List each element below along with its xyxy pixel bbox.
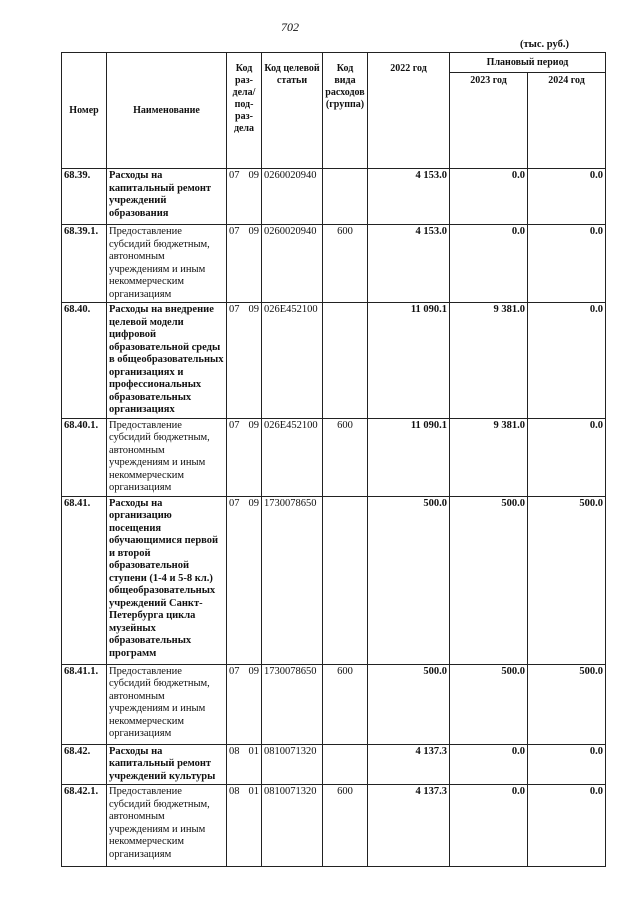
row-name: Расходы на внедрение целевой модели цифровой образовательной среды в общеобразовательных организациях и профессиональных образовательных организациях [107, 303, 227, 419]
row-number: 68.40. [62, 303, 107, 419]
row-value-2023: 500.0 [450, 664, 528, 744]
row-value-2022: 4 153.0 [368, 225, 450, 303]
row-value-2022: 4 137.3 [368, 785, 450, 867]
row-target-code: 026E452100 [262, 303, 323, 419]
row-value-2022: 500.0 [368, 496, 450, 664]
header-number: Номер [62, 53, 107, 169]
row-value-2022: 11 090.1 [368, 303, 450, 419]
row-section-code: 08 [229, 745, 240, 757]
row-number: 68.39.1. [62, 225, 107, 303]
table-row [62, 225, 606, 303]
row-target-code: 1730078650 [262, 496, 323, 664]
row-subsection-code: 09 [248, 497, 259, 509]
row-expense-type: 600 [323, 664, 368, 744]
row-value-2024: 0.0 [528, 225, 606, 303]
row-name: Расходы на капитальный ремонт учреждений образования [107, 169, 227, 225]
row-section-code: 07 [229, 226, 240, 237]
row-value-2022: 4 137.3 [368, 744, 450, 785]
row-section-code: 07 [229, 170, 240, 181]
row-section [227, 303, 262, 419]
row-value-2023: 9 381.0 [450, 303, 528, 419]
row-expense-type: 600 [323, 225, 368, 303]
row-subsection-code: 09 [248, 304, 259, 315]
row-name: Предоставление субсидий бюджетным, автономным учреждениям и иным некоммерческим организациям [107, 664, 227, 744]
row-expense-type [323, 496, 368, 664]
row-section-code: 07 [229, 304, 240, 315]
row-section-code: 07 [229, 665, 240, 677]
row-name: Предоставление субсидий бюджетным, автономным учреждениям и иным некоммерческим организациям [107, 785, 227, 867]
row-subsection-code: 01 [248, 745, 259, 757]
row-value-2024: 0.0 [528, 744, 606, 785]
row-name: Расходы на организацию посещения обучающимися первой и второй образовательной ступени (1-4 и 5-8 кл.) общеобразовательных учреждений Санкт-Петербурга цикла музейных образовательных программ [107, 496, 227, 664]
row-number: 68.40.1. [62, 418, 107, 496]
row-expense-type [323, 303, 368, 419]
table-row [62, 664, 606, 744]
row-value-2023: 9 381.0 [450, 418, 528, 496]
row-name: Предоставление субсидий бюджетным, автономным учреждениям и иным некоммерческим организациям [107, 418, 227, 496]
row-expense-type [323, 744, 368, 785]
row-number: 68.42.1. [62, 785, 107, 867]
row-target-code: 0810071320 [262, 785, 323, 867]
row-subsection-code: 09 [248, 170, 259, 181]
row-subsection-code: 09 [248, 419, 259, 431]
row-value-2024: 0.0 [528, 418, 606, 496]
row-expense-type: 600 [323, 785, 368, 867]
row-expense-type: 600 [323, 418, 368, 496]
table-row [62, 496, 606, 664]
table-row [62, 303, 606, 419]
header-section: Код раз-дела/ под-раз-дела [227, 53, 262, 169]
row-value-2024: 500.0 [528, 496, 606, 664]
header-2024: 2024 год [528, 73, 606, 169]
row-section [227, 496, 262, 664]
row-value-2024: 0.0 [528, 169, 606, 225]
row-section [227, 169, 262, 225]
row-expense-type [323, 169, 368, 225]
page-number: 702 [281, 20, 299, 34]
row-number: 68.39. [62, 169, 107, 225]
budget-table [61, 52, 606, 867]
row-section [227, 744, 262, 785]
table-row [62, 418, 606, 496]
table-row [62, 785, 606, 867]
row-value-2023: 0.0 [450, 225, 528, 303]
row-section-code: 07 [229, 497, 240, 509]
row-number: 68.42. [62, 744, 107, 785]
header-2023: 2023 год [450, 73, 528, 169]
row-value-2022: 11 090.1 [368, 418, 450, 496]
row-section [227, 664, 262, 744]
row-section [227, 418, 262, 496]
row-subsection-code: 01 [248, 786, 259, 797]
row-name: Предоставление субсидий бюджетным, автономным учреждениям и иным некоммерческим организациям [107, 225, 227, 303]
table-row [62, 169, 606, 225]
row-value-2023: 500.0 [450, 496, 528, 664]
row-value-2023: 0.0 [450, 169, 528, 225]
row-target-code: 0810071320 [262, 744, 323, 785]
row-section [227, 785, 262, 867]
header-expense-type: Код вида расходов (группа) [323, 53, 368, 169]
row-value-2024: 500.0 [528, 664, 606, 744]
row-name: Расходы на капитальный ремонт учреждений культуры [107, 744, 227, 785]
row-section [227, 225, 262, 303]
row-section-code: 07 [229, 419, 240, 431]
row-number: 68.41. [62, 496, 107, 664]
row-subsection-code: 09 [248, 665, 259, 677]
row-number: 68.41.1. [62, 664, 107, 744]
header-plan-period: Плановый период [450, 53, 606, 73]
row-value-2023: 0.0 [450, 785, 528, 867]
row-value-2022: 500.0 [368, 664, 450, 744]
row-value-2024: 0.0 [528, 303, 606, 419]
row-target-code: 1730078650 [262, 664, 323, 744]
row-value-2024: 0.0 [528, 785, 606, 867]
table-row [62, 744, 606, 785]
row-value-2023: 0.0 [450, 744, 528, 785]
row-subsection-code: 09 [248, 226, 259, 237]
row-section-code: 08 [229, 786, 240, 797]
row-target-code: 0260020940 [262, 225, 323, 303]
header-name: Наименование [107, 53, 227, 169]
row-value-2022: 4 153.0 [368, 169, 450, 225]
units-label: (тыс. руб.) [520, 39, 569, 50]
row-target-code: 026E452100 [262, 418, 323, 496]
header-target: Код целевой статьи [262, 53, 323, 169]
row-target-code: 0260020940 [262, 169, 323, 225]
header-2022: 2022 год [368, 53, 450, 169]
